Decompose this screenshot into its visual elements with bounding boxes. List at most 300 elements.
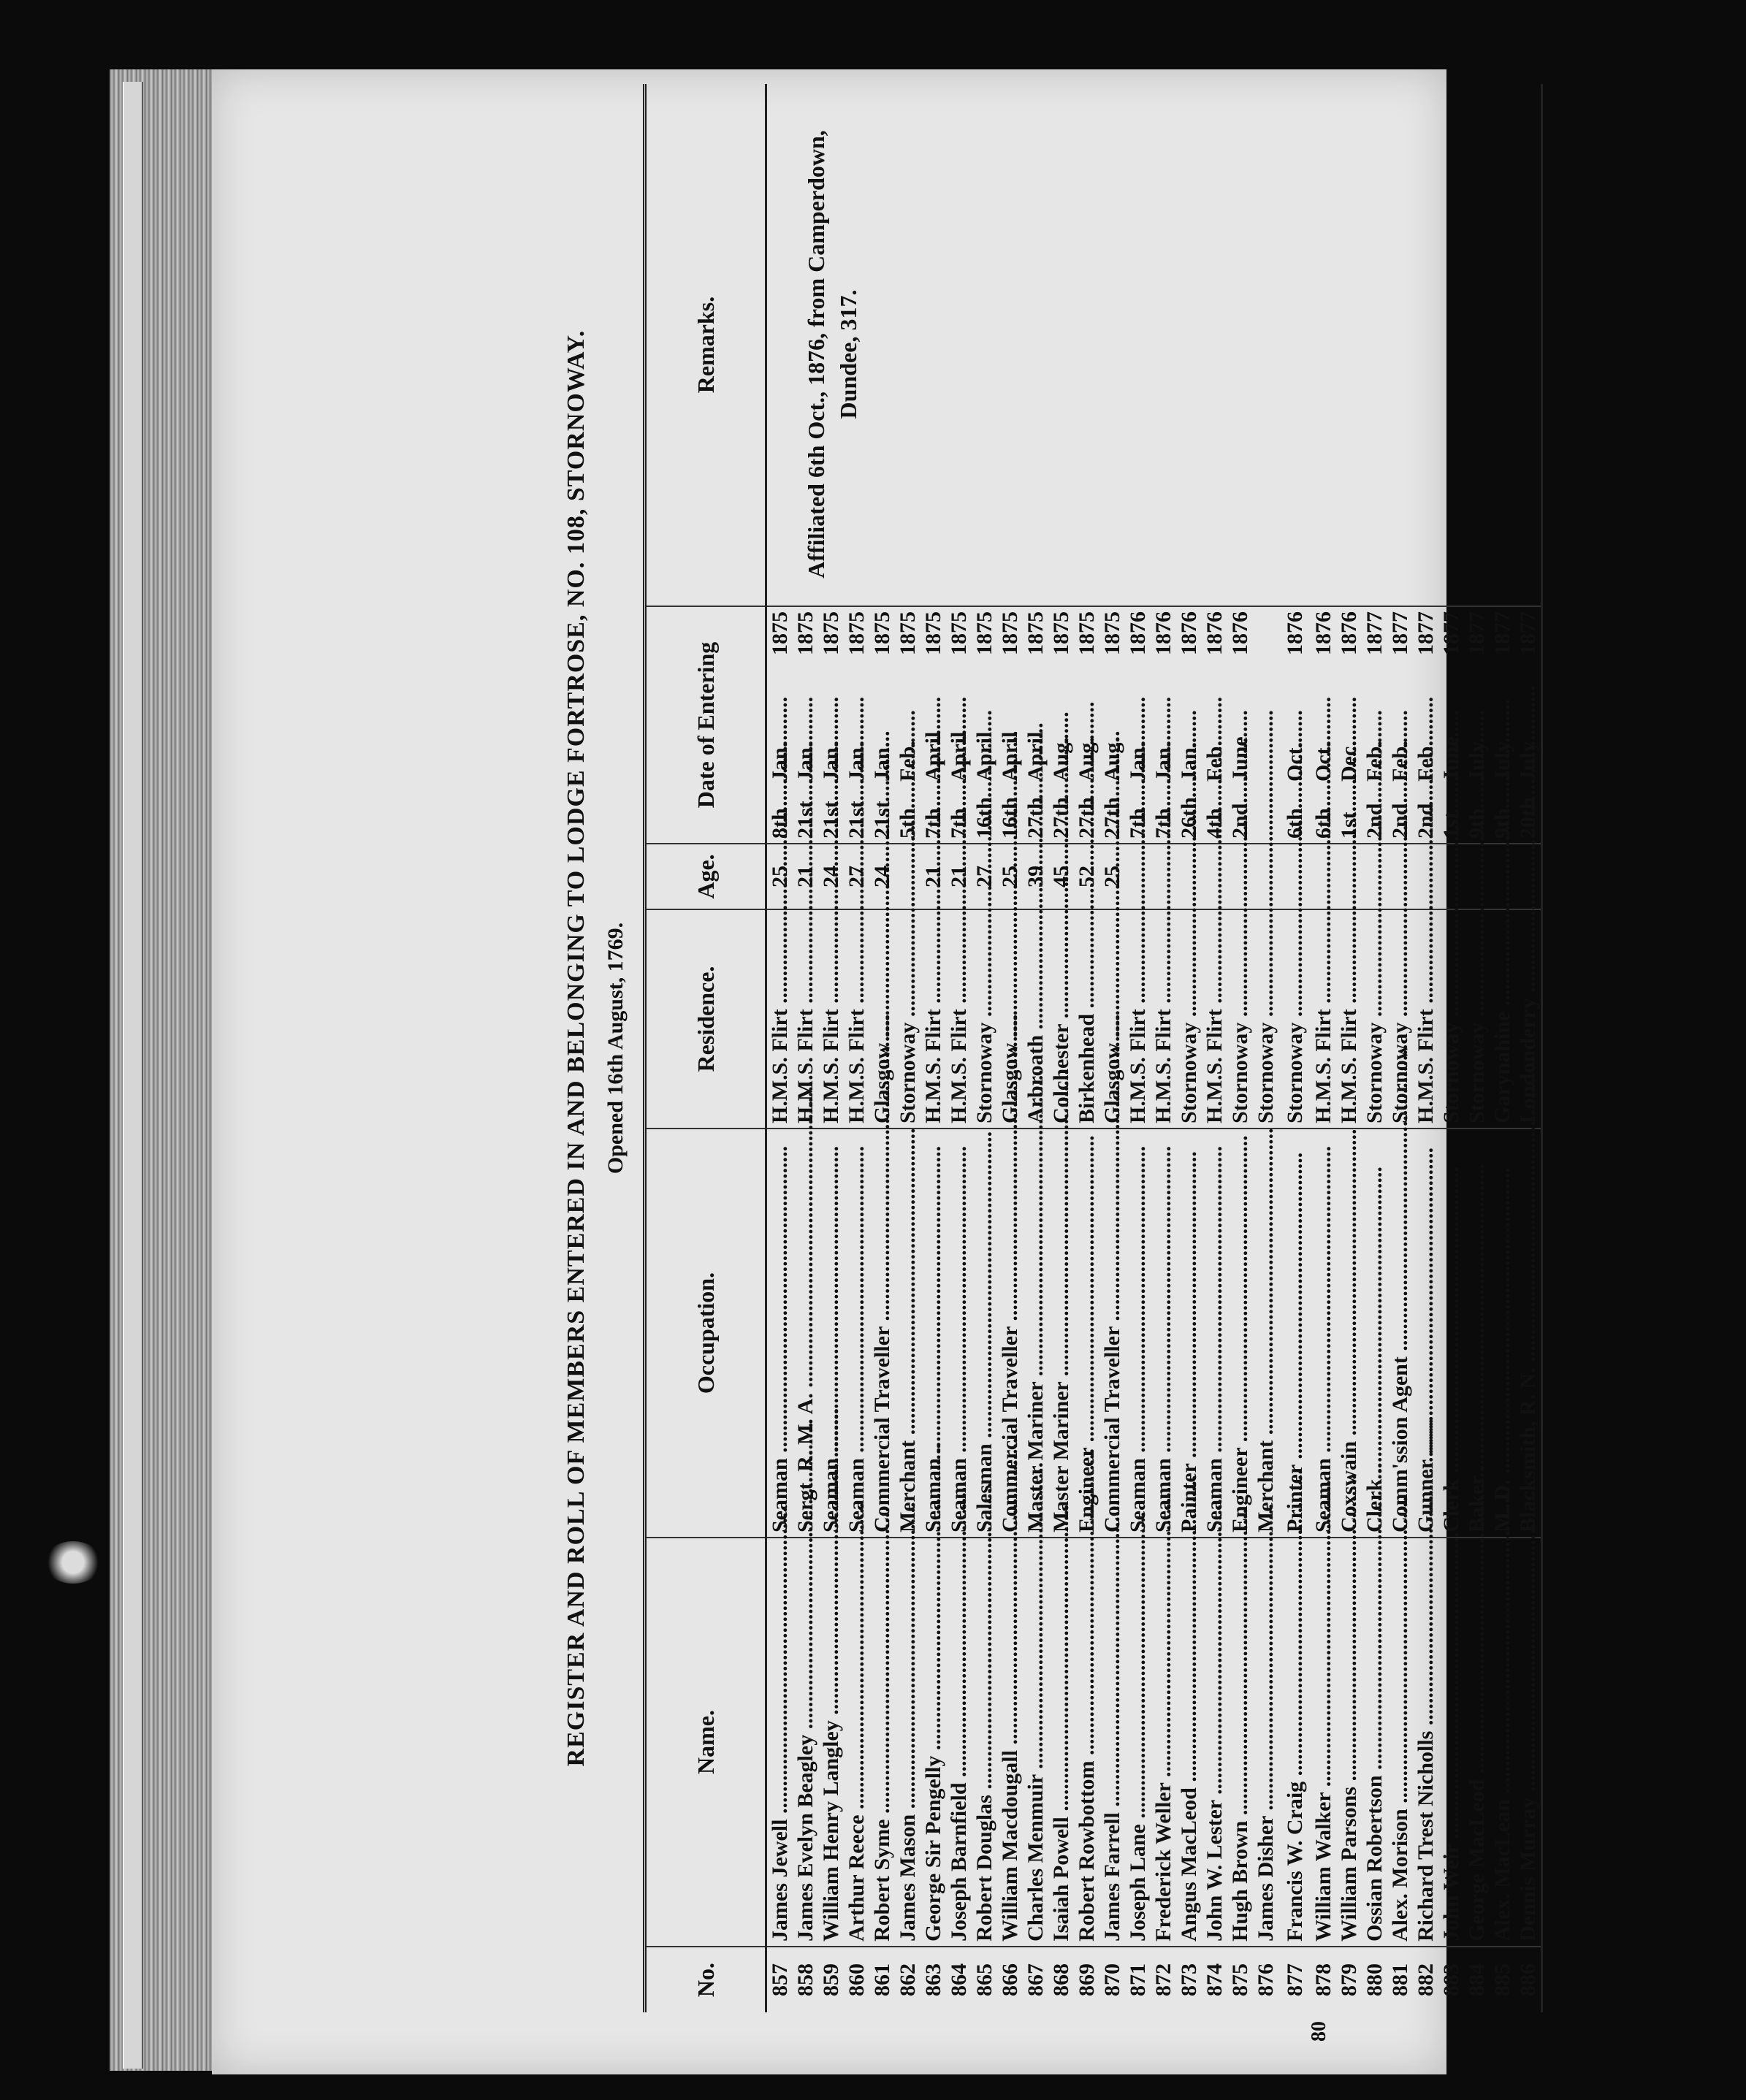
table-row <box>972 84 997 2012</box>
date-year: 1875 <box>1100 611 1124 655</box>
cell-occupation-text: M. D. <box>1490 1479 1514 1532</box>
date-month: Jan. <box>768 741 792 782</box>
date-year: 1875 <box>768 611 792 655</box>
cell-remarks <box>946 84 972 606</box>
cell-remarks <box>1176 84 1202 606</box>
cell-remarks <box>1387 84 1413 606</box>
cell-no <box>1099 1947 1125 2012</box>
cell-name-text: Charles Menmuir <box>1023 1774 1048 1941</box>
cell-no <box>1362 1947 1387 2012</box>
cell-occupation-text: Seaman <box>1151 1458 1175 1532</box>
date-month: Feb. <box>896 741 920 782</box>
cell-occupation-text: Master Mariner <box>1049 1381 1073 1532</box>
table-row <box>1227 84 1253 2012</box>
date-day: 2nd <box>1388 803 1412 839</box>
cell-name <box>1202 1538 1227 1947</box>
cell-no <box>1023 1947 1048 2012</box>
date-month: Jan. <box>845 741 869 782</box>
cell-residence <box>1176 909 1202 1129</box>
cell-residence-text: Glasgow <box>998 1042 1022 1123</box>
cell-occupation <box>972 1129 997 1538</box>
cell-residence <box>766 909 793 1129</box>
date-year: 1875 <box>793 611 817 655</box>
table-row <box>1387 84 1413 2012</box>
date-year: 1875 <box>1023 611 1048 655</box>
cell-occupation <box>1151 1129 1176 1538</box>
table-row <box>1438 84 1464 2012</box>
register-subtitle: Opened 16th August, 1769. <box>603 922 628 1175</box>
date-day: 5th <box>896 808 920 839</box>
date-day: 7th <box>1151 808 1175 839</box>
date-day: 1st <box>1439 812 1463 839</box>
date-day: 27th <box>1049 797 1073 839</box>
cell-residence <box>1202 909 1227 1129</box>
date-day: 7th <box>1126 808 1150 839</box>
table-row <box>1515 84 1542 2012</box>
date-month: Jan. <box>819 741 843 782</box>
cell-name-text: Robert Rowbottom <box>1075 1760 1099 1941</box>
cell-remarks <box>920 84 946 606</box>
cell-name-text: James Farrell <box>1100 1812 1124 1941</box>
date-month: Aug. <box>1049 737 1073 782</box>
cell-name-text: Alex. Morison <box>1388 1809 1412 1941</box>
cell-name-text: Frederick Weller <box>1151 1782 1175 1941</box>
page-number: 80 <box>1308 2021 1330 2042</box>
cell-occupation <box>1227 1129 1253 1538</box>
cell-no <box>869 1947 895 2012</box>
date-year: 1877 <box>1516 611 1540 655</box>
cell-occupation-text: Seaman <box>947 1458 971 1532</box>
cell-occupation <box>1278 1129 1311 1538</box>
cell-remarks <box>1490 84 1515 606</box>
cell-occupation <box>1048 1129 1074 1538</box>
cell-no <box>1438 1947 1464 2012</box>
cell-no-text: 880 <box>1362 1963 1387 1996</box>
cell-residence-text: H.M.S. Flirt <box>1126 1009 1150 1123</box>
table-row <box>1362 84 1387 2012</box>
cell-name-text: William Macdougall <box>998 1750 1022 1941</box>
cell-residence-text: H.M.S. Flirt <box>1414 1009 1438 1123</box>
cell-name-text: James Evelyn Beagley <box>793 1734 817 1941</box>
cell-name <box>920 1538 946 1947</box>
cell-no-text: 882 <box>1414 1963 1438 1996</box>
cell-occupation-text: Commercial Traveller <box>998 1326 1022 1532</box>
cell-remarks <box>1515 84 1542 606</box>
cell-occupation-text: Painter <box>1177 1463 1201 1532</box>
date-year: 1876 <box>1126 611 1150 655</box>
date-day: 27th <box>1075 797 1099 839</box>
date-year: 1875 <box>921 611 945 655</box>
cell-name <box>997 1538 1023 1947</box>
date-month: Jan. <box>870 741 894 782</box>
date-day: 9th <box>1490 808 1514 839</box>
cell-no <box>920 1947 946 2012</box>
cell-name-text: George Sir Pengelly <box>921 1755 945 1941</box>
cell-remarks <box>1464 84 1490 606</box>
cell-residence-text: H.M.S. Flirt <box>845 1009 869 1123</box>
table-row <box>1202 84 1227 2012</box>
date-day: 8th <box>768 808 792 839</box>
date-year: 1877 <box>1439 611 1463 655</box>
date-year: 1876 <box>1337 611 1361 655</box>
date-day: 6th <box>1282 808 1307 839</box>
cell-name-text: Joseph Barnfield <box>947 1782 971 1941</box>
cell-occupation-text: Commercial Traveller <box>1100 1326 1124 1532</box>
table-row <box>1490 84 1515 2012</box>
date-month: Feb. <box>1414 741 1438 782</box>
cell-no-text: 861 <box>870 1963 894 1996</box>
cell-residence <box>946 909 972 1129</box>
cell-residence <box>844 909 869 1129</box>
cell-name <box>766 1538 793 1947</box>
cell-name-text: Alex. MacLean <box>1490 1799 1514 1941</box>
cell-residence-text: Stornoway <box>1465 1022 1489 1123</box>
cell-residence <box>1023 909 1048 1129</box>
date-month: April <box>998 731 1022 782</box>
cell-residence-text: Glasgow <box>1100 1042 1124 1123</box>
table-row <box>1023 84 1048 2012</box>
cell-residence <box>793 909 818 1129</box>
table-row <box>1176 84 1202 2012</box>
date-year: 1875 <box>819 611 843 655</box>
cell-name <box>1336 1538 1362 1947</box>
cell-occupation-text: Salesman <box>972 1443 996 1532</box>
cell-name <box>1413 1538 1438 1947</box>
cell-occupation <box>1099 1129 1125 1538</box>
cell-remarks <box>1362 84 1387 606</box>
date-year: 1877 <box>1465 611 1489 655</box>
cell-residence-text: Stornoway <box>1362 1022 1387 1123</box>
table-row <box>920 84 946 2012</box>
cell-no <box>1413 1947 1438 2012</box>
cell-residence-text: H.M.S. Flirt <box>793 1009 817 1123</box>
cell-residence-text: Stornoway <box>1177 1022 1201 1123</box>
cell-residence-text: Colchester <box>1049 1023 1073 1123</box>
remark-affiliated: Affiliated 6th Oct., 1876, from Camperdown, Dundee, 317. <box>803 130 861 579</box>
table-row <box>1253 84 1278 2012</box>
date-month: Aug. <box>1075 737 1099 782</box>
table-row <box>1336 84 1362 2012</box>
date-day: 1st <box>1337 812 1361 839</box>
cell-occupation-text: Seaman <box>921 1458 945 1532</box>
cell-residence-text: H.M.S. Flirt <box>921 1009 945 1123</box>
cell-no-text: 869 <box>1075 1963 1099 1996</box>
table-row <box>869 84 895 2012</box>
cell-residence <box>1099 909 1125 1129</box>
cell-occupation-text: Coxswain <box>1337 1440 1361 1532</box>
col-header-name: Name. <box>645 1538 766 1947</box>
date-day: 21st <box>870 801 894 839</box>
col-header-occupation: Occupation. <box>645 1129 766 1538</box>
cell-name <box>1464 1538 1490 1947</box>
cell-no-text: 857 <box>768 1963 792 1996</box>
date-year: 1877 <box>1388 611 1412 655</box>
cell-occupation-text: Comm'ssion Agent <box>1388 1356 1412 1532</box>
cell-no-text: 884 <box>1465 1963 1489 1996</box>
cell-name <box>1099 1538 1125 1947</box>
cell-no <box>1490 1947 1515 2012</box>
cell-name <box>1362 1538 1387 1947</box>
cell-name <box>1253 1538 1278 1947</box>
date-day: 21st <box>845 801 869 839</box>
date-month: Feb. <box>1388 741 1412 782</box>
cell-date <box>997 606 1023 844</box>
cell-no <box>1202 1947 1227 2012</box>
cell-residence-text: Stornoway <box>972 1022 996 1123</box>
cell-residence <box>1515 909 1542 1129</box>
date-day: 9th <box>1465 808 1489 839</box>
cell-occupation-text: Seaman <box>1126 1458 1150 1532</box>
col-header-age: Age. <box>645 844 766 909</box>
date-year: 1875 <box>998 611 1022 655</box>
date-year: 1876 <box>1311 611 1335 655</box>
cell-name <box>1151 1538 1176 1947</box>
date-year: 1875 <box>1049 611 1073 655</box>
cell-name-text: Richard Trest Nicholls <box>1414 1730 1438 1941</box>
cell-no <box>1515 1947 1542 2012</box>
date-day: 27th <box>1100 797 1124 839</box>
cell-name-text: William Walker <box>1311 1792 1335 1941</box>
cell-age-text: 24 <box>870 866 894 887</box>
cell-occupation-text: Merchant <box>1254 1440 1278 1532</box>
cell-occupation <box>844 1129 869 1538</box>
cell-no-text: 859 <box>819 1963 843 1996</box>
date-month: Jan. <box>1126 741 1150 782</box>
cell-no <box>1074 1947 1099 2012</box>
cell-name-text: Ossian Robertson <box>1362 1775 1387 1941</box>
cell-occupation-text: Baker <box>1465 1475 1489 1532</box>
cell-occupation <box>1253 1129 1278 1538</box>
cell-no <box>793 1947 818 2012</box>
date-year: 1877 <box>1490 611 1514 655</box>
cell-no-text: 879 <box>1337 1963 1361 1996</box>
date-month: April <box>921 731 945 782</box>
cell-name <box>946 1538 972 1947</box>
cell-name <box>1125 1538 1151 1947</box>
cell-no-text: 862 <box>896 1963 920 1996</box>
cell-occupation <box>1464 1129 1490 1538</box>
cell-residence <box>1362 909 1387 1129</box>
date-month: June <box>1439 736 1463 782</box>
cell-name-text: John W. Lester <box>1202 1800 1227 1941</box>
cell-age-text: 24 <box>819 866 843 887</box>
cell-name-text: Hugh Brown <box>1228 1820 1252 1941</box>
date-day: 21st <box>793 801 817 839</box>
cell-no <box>1151 1947 1176 2012</box>
date-month: Jan. <box>1177 741 1201 782</box>
cell-residence-text: H.M.S. Flirt <box>947 1009 971 1123</box>
date-year: 1875 <box>845 611 869 655</box>
cell-residence <box>1413 909 1438 1129</box>
cell-no <box>1311 1947 1336 2012</box>
cell-name <box>818 1538 844 1947</box>
date-day: 2nd <box>1414 803 1438 839</box>
cell-name-text: George MacLeod <box>1465 1779 1489 1941</box>
date-year: 1876 <box>1202 611 1227 655</box>
cell-name <box>1074 1538 1099 1947</box>
date-year: 1876 <box>1228 611 1252 655</box>
cell-occupation <box>1336 1129 1362 1538</box>
cell-occupation <box>1362 1129 1387 1538</box>
cell-age-text: 27 <box>972 866 996 887</box>
cell-residence <box>1074 909 1099 1129</box>
cell-name <box>1278 1538 1311 1947</box>
cell-residence <box>1227 909 1253 1129</box>
cell-no-text: 886 <box>1516 1963 1540 1996</box>
cell-no-text: 877 <box>1282 1963 1307 1996</box>
cell-remarks <box>997 84 1023 606</box>
date-month: April <box>947 731 971 782</box>
cell-residence-text: Garynahine <box>1490 1011 1514 1123</box>
cell-residence <box>869 909 895 1129</box>
date-year: 1876 <box>1282 611 1307 655</box>
cell-occupation <box>1202 1129 1227 1538</box>
cell-no <box>997 1947 1023 2012</box>
cell-no <box>844 1947 869 2012</box>
cell-remarks <box>1048 84 1074 606</box>
cell-name-text: Arthur Reece <box>845 1814 869 1941</box>
cell-name <box>844 1538 869 1947</box>
date-year: 1875 <box>947 611 971 655</box>
date-day: 16th <box>972 797 996 839</box>
cell-no-text: 881 <box>1388 1963 1412 1996</box>
cell-occupation <box>869 1129 895 1538</box>
cell-no-text: 874 <box>1202 1963 1227 1996</box>
cell-occupation <box>1074 1129 1099 1538</box>
cell-name-text: William Parsons <box>1337 1787 1361 1941</box>
cell-remarks <box>1278 84 1311 606</box>
cell-no-text: 876 <box>1254 1963 1278 1996</box>
date-day: 7th <box>921 808 945 839</box>
cell-date <box>869 606 895 844</box>
cell-occupation <box>920 1129 946 1538</box>
cell-name-text: James Mason <box>896 1814 920 1941</box>
date-month: Dec. <box>1337 741 1361 782</box>
cell-residence-text: H.M.S. Flirt <box>1151 1009 1175 1123</box>
cell-residence-text: Stornoway <box>1388 1022 1412 1123</box>
date-year: 1875 <box>870 611 894 655</box>
date-day: 16th <box>998 797 1022 839</box>
date-year: 1875 <box>896 611 920 655</box>
col-header-remarks: Remarks. <box>645 84 766 606</box>
cell-remarks <box>1227 84 1253 606</box>
date-day: 20th <box>1516 797 1540 839</box>
cell-remarks <box>1202 84 1227 606</box>
table-row <box>1125 84 1151 2012</box>
cell-residence <box>1125 909 1151 1129</box>
date-month: June <box>1228 736 1252 782</box>
cell-no-text: 867 <box>1023 1963 1048 1996</box>
cell-residence-text: H.M.S. Flirt <box>1202 1009 1227 1123</box>
cell-residence <box>895 909 920 1129</box>
cell-residence <box>818 909 844 1129</box>
table-row <box>895 84 920 2012</box>
cell-no-text: 873 <box>1177 1963 1201 1996</box>
cell-occupation-text: Engineer <box>1228 1447 1252 1532</box>
date-year: 1876 <box>1151 611 1175 655</box>
ink-smudge <box>44 1541 102 1584</box>
date-month: Aug. <box>1100 737 1124 782</box>
cell-name <box>1490 1538 1515 1947</box>
cell-occupation <box>1311 1129 1336 1538</box>
cell-residence <box>920 909 946 1129</box>
cell-name-text: Francis W. Craig <box>1282 1781 1307 1941</box>
cell-name <box>972 1538 997 1947</box>
cell-remarks <box>972 84 997 606</box>
cell-residence-text: H.M.S. Flirt <box>1337 1009 1361 1123</box>
cell-occupation-text: Commercial Traveller <box>870 1326 894 1532</box>
cell-name-text: William Henry Langley <box>819 1720 843 1941</box>
cell-occupation <box>1125 1129 1151 1538</box>
cell-occupation-text: Engineer <box>1075 1447 1099 1532</box>
date-day: 2nd <box>1362 803 1387 839</box>
date-month: Oct. <box>1311 741 1335 782</box>
date-year: 1876 <box>1177 611 1201 655</box>
cell-residence-text: Stornoway <box>896 1022 920 1123</box>
cell-age-text: 25 <box>1100 866 1124 887</box>
cell-occupation <box>818 1129 844 1538</box>
cell-occupation-text: Gunner <box>1414 1459 1438 1532</box>
cell-no-text: 864 <box>947 1963 971 1996</box>
cell-name <box>895 1538 920 1947</box>
cell-residence <box>1387 909 1413 1129</box>
cell-age-text: 21 <box>921 866 945 887</box>
register-page <box>212 69 1540 2074</box>
cell-occupation-text: Blacksmith, R. N. <box>1516 1367 1540 1532</box>
table-row <box>946 84 972 2012</box>
cell-remarks <box>1099 84 1125 606</box>
cell-remarks <box>1311 84 1336 606</box>
rotated-register-sheet <box>563 84 1746 2042</box>
cell-name <box>1023 1538 1048 1947</box>
cell-age-text: 21 <box>793 866 817 887</box>
cell-occupation <box>1515 1129 1542 1538</box>
date-month: Oct. <box>1282 741 1307 782</box>
cell-no-text: 872 <box>1151 1963 1175 1996</box>
cell-no-text: 870 <box>1100 1963 1124 1996</box>
cell-no <box>766 1947 793 2012</box>
cell-occupation-text: Sergt. R. M. A. <box>793 1393 817 1532</box>
cell-no-text: 868 <box>1049 1963 1073 1996</box>
cell-residence <box>1253 909 1278 1129</box>
date-month: July <box>1490 741 1514 782</box>
cell-occupation <box>766 1129 793 1538</box>
date-month: April <box>972 731 996 782</box>
cell-occupation-text: Clerk <box>1439 1478 1463 1532</box>
cell-residence-text: Londonderry <box>1516 998 1540 1123</box>
cell-no <box>1048 1947 1074 2012</box>
date-day: 4th <box>1202 808 1227 839</box>
cell-age-text: 21 <box>947 866 971 887</box>
date-day: 27th <box>1023 797 1048 839</box>
cell-no <box>1176 1947 1202 2012</box>
cell-residence <box>1438 909 1464 1129</box>
book-binding <box>123 82 143 2069</box>
cell-age-text: 25 <box>998 866 1022 887</box>
register-title: REGISTER AND ROLL OF MEMBERS ENTERED IN AND BELONGING TO LODGE FORTROSE, NO. 108, STORNOWAY. <box>563 329 590 1767</box>
cell-no <box>1464 1947 1490 2012</box>
cell-remarks <box>766 84 793 606</box>
cell-occupation-text: Seaman <box>1202 1458 1227 1532</box>
cell-no <box>1125 1947 1151 2012</box>
cell-no-text: 863 <box>921 1963 945 1996</box>
cell-name-text: John Weir <box>1439 1844 1463 1941</box>
cell-remarks <box>1438 84 1464 606</box>
cell-no-text: 866 <box>998 1963 1022 1996</box>
cell-no-text: 875 <box>1228 1963 1252 1996</box>
table-row <box>1151 84 1176 2012</box>
cell-remarks <box>1336 84 1362 606</box>
